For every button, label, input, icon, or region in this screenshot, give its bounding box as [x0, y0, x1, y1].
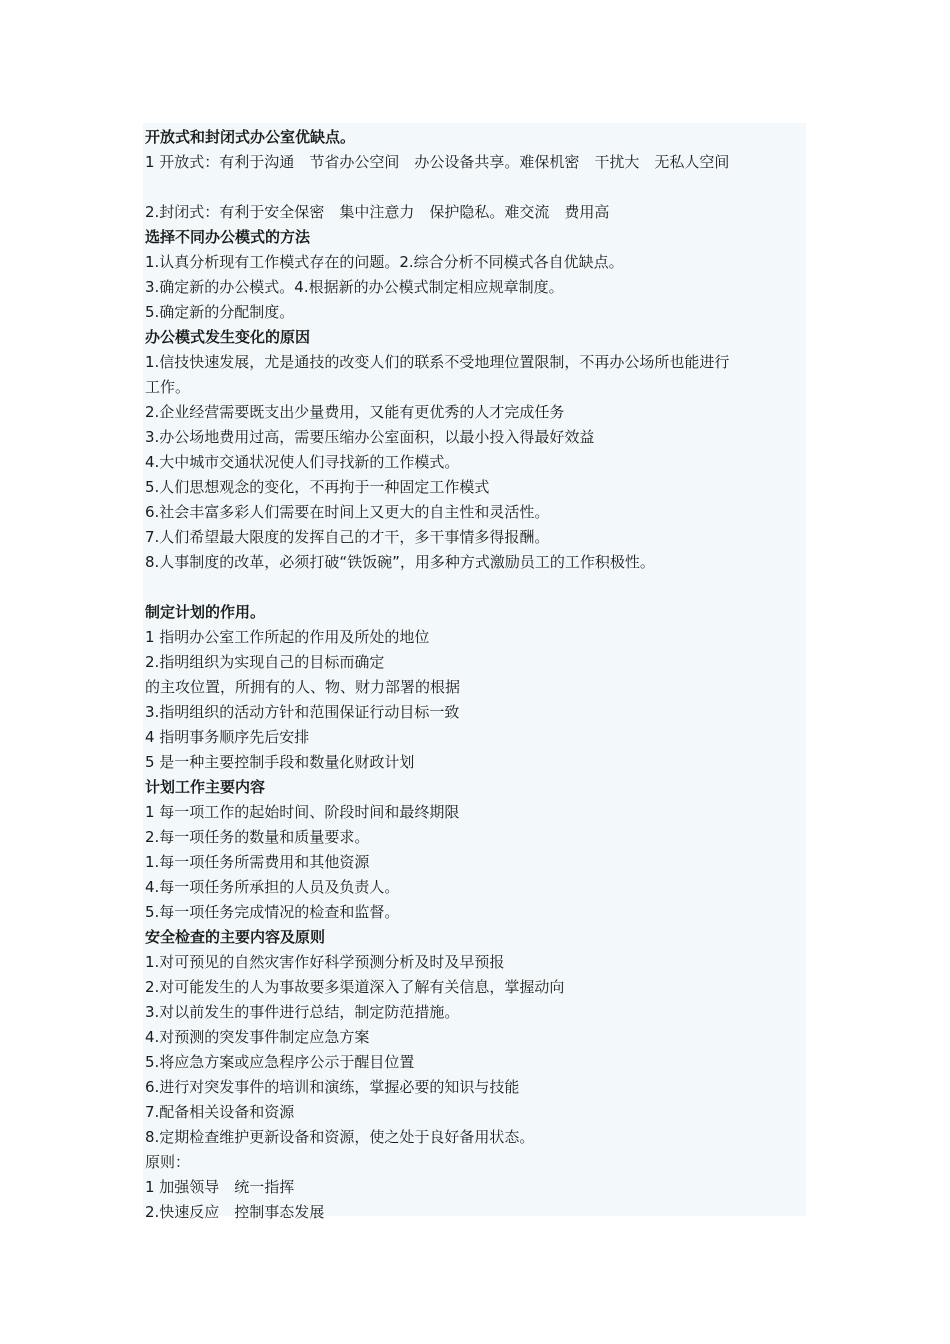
text-line: 的主攻位置，所拥有的人、物、财力部署的根据 — [145, 678, 461, 696]
text-line: 3.对以前发生的事件进行总结，制定防范措施。 — [145, 1003, 460, 1021]
text-line: 1.信技快速发展，尤是通技的改变人们的联系不受地理位置限制，不再办公场所也能进行 — [145, 353, 730, 371]
text-line: 8.人事制度的改革，必须打破“铁饭碗”，用多种方式激励员工的工作积极性。 — [145, 553, 655, 571]
document-body — [143, 123, 806, 1221]
text-line: 2.对可能发生的人为事故要多渠道深入了解有关信息，掌握动向 — [145, 978, 565, 996]
text-line: 1 每一项工作的起始时间、阶段时间和最终期限 — [145, 803, 460, 821]
text-line: 1.对可预见的自然灾害作好科学预测分析及时及早预报 — [145, 953, 505, 971]
section-heading: 选择不同办公模式的方法 — [145, 228, 311, 246]
text-line: 原则： — [145, 1153, 191, 1171]
text-line: 5.确定新的分配制度。 — [145, 303, 295, 321]
text-line: 3.办公场地费用过高，需要压缩办公室面积，以最小投入得最好效益 — [145, 428, 595, 446]
text-line: 8.定期检查维护更新设备和资源，使之处于良好备用状态。 — [145, 1128, 535, 1146]
section-heading: 办公模式发生变化的原因 — [145, 328, 311, 346]
text-line: 1.认真分析现有工作模式存在的问题。2.综合分析不同模式各自优缺点。 — [145, 253, 624, 271]
text-line: 1.每一项任务所需费用和其他资源 — [145, 853, 370, 871]
text-line: 6.进行对突发事件的培训和演练，掌握必要的知识与技能 — [145, 1078, 520, 1096]
text-line: 7.配备相关设备和资源 — [145, 1103, 295, 1121]
text-line: 4.大中城市交通状况使人们寻找新的工作模式。 — [145, 453, 460, 471]
section-heading: 安全检查的主要内容及原则 — [145, 928, 326, 946]
section-heading: 制定计划的作用。 — [145, 603, 266, 621]
text-line: 6.社会丰富多彩人们需要在时间上又更大的自主性和灵活性。 — [145, 503, 550, 521]
text-line: 4.每一项任务所承担的人员及负责人。 — [145, 878, 400, 896]
text-line: 2.每一项任务的数量和质量要求。 — [145, 828, 370, 846]
text-line: 2.封闭式：有利于安全保密 集中注意力 保护隐私。难交流 费用高 — [145, 203, 610, 221]
text-line: 2.快速反应 控制事态发展 — [145, 1203, 325, 1221]
text-line: 工作。 — [145, 378, 191, 396]
text-line: 7.人们希望最大限度的发挥自己的才干，多干事情多得报酬。 — [145, 528, 550, 546]
text-line: 1 开放式：有利于沟通 节省办公空间 办公设备共享。难保机密 干扰大 无私人空间 — [145, 153, 730, 171]
text-line: 5 是一种主要控制手段和数量化财政计划 — [145, 753, 415, 771]
text-line: 2.指明组织为实现自己的目标而确定 — [145, 653, 385, 671]
text-line: 2.企业经营需要既支出少量费用，又能有更优秀的人才完成任务 — [145, 403, 565, 421]
text-line: 3.确定新的办公模式。4.根据新的办公模式制定相应规章制度。 — [145, 278, 564, 296]
text-line: 4 指明事务顺序先后安排 — [145, 728, 310, 746]
text-line: 1 指明办公室工作所起的作用及所处的地位 — [145, 628, 430, 646]
text-line: 5.将应急方案或应急程序公示于醒目位置 — [145, 1053, 415, 1071]
section-heading: 计划工作主要内容 — [145, 778, 266, 796]
text-line: 4.对预测的突发事件制定应急方案 — [145, 1028, 370, 1046]
text-line: 5.人们思想观念的变化，不再拘于一种固定工作模式 — [145, 478, 490, 496]
text-line: 3.指明组织的活动方针和范围保证行动目标一致 — [145, 703, 460, 721]
text-line: 1 加强领导 统一指挥 — [145, 1178, 295, 1196]
section-heading: 开放式和封闭式办公室优缺点。 — [145, 128, 356, 146]
text-line: 5.每一项任务完成情况的检查和监督。 — [145, 903, 400, 921]
